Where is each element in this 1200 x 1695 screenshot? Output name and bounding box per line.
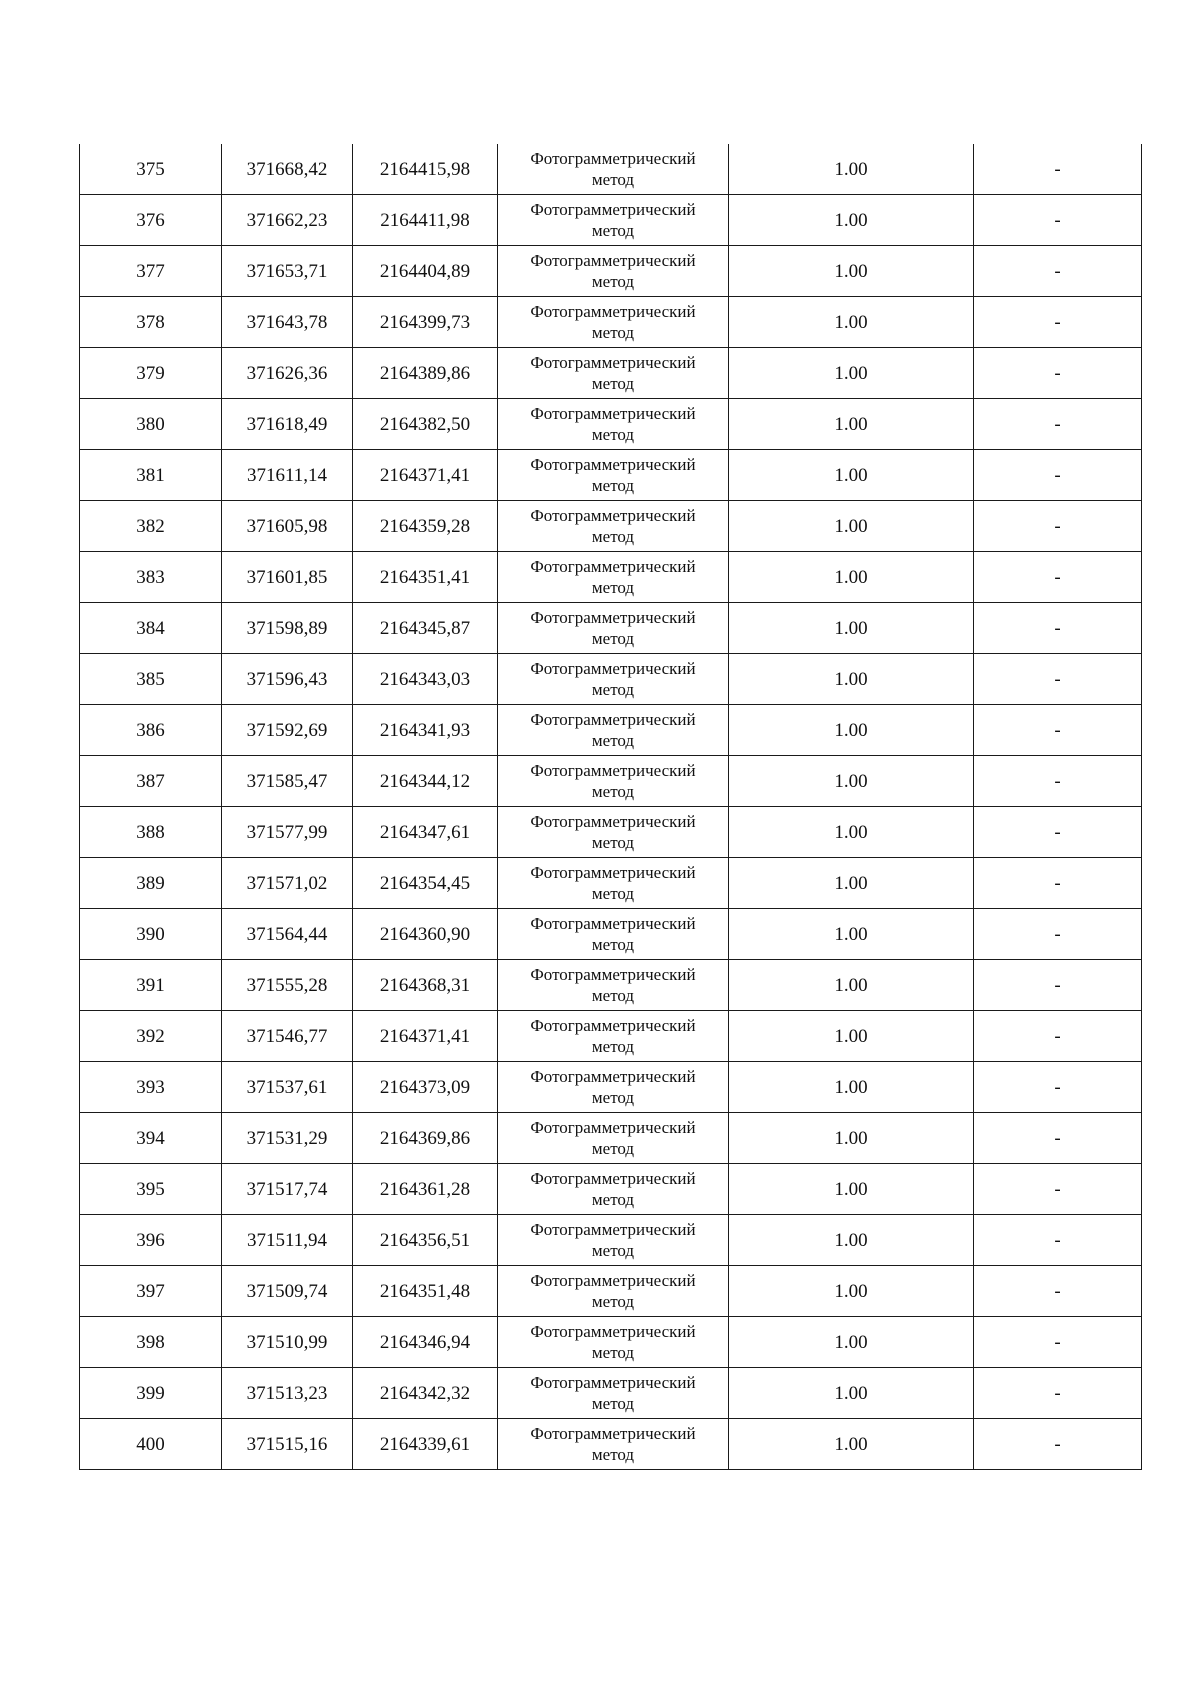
table-row xyxy=(80,1368,1142,1419)
note-cell: - xyxy=(974,1368,1142,1419)
method-cell xyxy=(498,501,729,552)
point-number-cell: 397 xyxy=(80,1266,222,1317)
table-row xyxy=(80,756,1142,807)
method-line-1: Фотограмметрический xyxy=(530,812,696,831)
point-number-cell: 390 xyxy=(80,909,222,960)
method-line-2: метод xyxy=(591,1394,635,1413)
y-coordinate-cell: 2164373,09 xyxy=(353,1062,498,1113)
point-number-cell: 385 xyxy=(80,654,222,705)
table-row xyxy=(80,552,1142,603)
method-line-1: Фотограмметрический xyxy=(530,1322,696,1341)
note-cell: - xyxy=(974,246,1142,297)
x-coordinate-cell: 371592,69 xyxy=(222,705,353,756)
table-row xyxy=(80,297,1142,348)
note-cell: - xyxy=(974,501,1142,552)
method-line-1: Фотограмметрический xyxy=(530,1271,696,1290)
y-coordinate-cell: 2164347,61 xyxy=(353,807,498,858)
point-number-cell: 380 xyxy=(80,399,222,450)
point-number-cell: 375 xyxy=(80,144,222,195)
x-coordinate-cell: 371596,43 xyxy=(222,654,353,705)
accuracy-cell: 1.00 xyxy=(729,603,974,654)
x-coordinate-cell: 371653,71 xyxy=(222,246,353,297)
table-row xyxy=(80,1011,1142,1062)
method-cell xyxy=(498,1266,729,1317)
note-cell: - xyxy=(974,858,1142,909)
x-coordinate-cell: 371668,42 xyxy=(222,144,353,195)
method-line-1: Фотограмметрический xyxy=(530,1169,696,1188)
method-cell xyxy=(498,450,729,501)
method-cell xyxy=(498,348,729,399)
method-line-2: метод xyxy=(591,1241,635,1260)
point-number-cell: 393 xyxy=(80,1062,222,1113)
note-cell: - xyxy=(974,1266,1142,1317)
y-coordinate-cell: 2164389,86 xyxy=(353,348,498,399)
note-cell: - xyxy=(974,1113,1142,1164)
note-cell: - xyxy=(974,195,1142,246)
method-cell xyxy=(498,960,729,1011)
method-cell xyxy=(498,1317,729,1368)
point-number-cell: 376 xyxy=(80,195,222,246)
table-row xyxy=(80,1419,1142,1470)
y-coordinate-cell: 2164342,32 xyxy=(353,1368,498,1419)
method-cell xyxy=(498,552,729,603)
point-number-cell: 384 xyxy=(80,603,222,654)
coordinates-table xyxy=(79,144,1142,1470)
accuracy-cell: 1.00 xyxy=(729,195,974,246)
x-coordinate-cell: 371626,36 xyxy=(222,348,353,399)
point-number-cell: 387 xyxy=(80,756,222,807)
y-coordinate-cell: 2164346,94 xyxy=(353,1317,498,1368)
accuracy-cell: 1.00 xyxy=(729,1419,974,1470)
x-coordinate-cell: 371513,23 xyxy=(222,1368,353,1419)
note-cell: - xyxy=(974,909,1142,960)
method-cell xyxy=(498,858,729,909)
x-coordinate-cell: 371611,14 xyxy=(222,450,353,501)
method-line-2: метод xyxy=(591,221,635,240)
method-line-2: метод xyxy=(591,680,635,699)
method-cell xyxy=(498,603,729,654)
method-line-1: Фотограмметрический xyxy=(530,965,696,984)
table-row xyxy=(80,909,1142,960)
method-cell xyxy=(498,909,729,960)
y-coordinate-cell: 2164369,86 xyxy=(353,1113,498,1164)
method-line-2: метод xyxy=(591,425,635,444)
accuracy-cell: 1.00 xyxy=(729,1368,974,1419)
method-line-1: Фотограмметрический xyxy=(530,1016,696,1035)
method-line-2: метод xyxy=(591,731,635,750)
method-line-2: метод xyxy=(591,323,635,342)
y-coordinate-cell: 2164351,48 xyxy=(353,1266,498,1317)
method-cell xyxy=(498,399,729,450)
note-cell: - xyxy=(974,960,1142,1011)
y-coordinate-cell: 2164345,87 xyxy=(353,603,498,654)
table-row xyxy=(80,246,1142,297)
accuracy-cell: 1.00 xyxy=(729,399,974,450)
method-cell xyxy=(498,195,729,246)
x-coordinate-cell: 371564,44 xyxy=(222,909,353,960)
x-coordinate-cell: 371546,77 xyxy=(222,1011,353,1062)
method-line-2: метод xyxy=(591,782,635,801)
table-row xyxy=(80,144,1142,195)
table-row xyxy=(80,501,1142,552)
method-line-1: Фотограмметрический xyxy=(530,863,696,882)
point-number-cell: 379 xyxy=(80,348,222,399)
method-cell xyxy=(498,1062,729,1113)
x-coordinate-cell: 371531,29 xyxy=(222,1113,353,1164)
y-coordinate-cell: 2164344,12 xyxy=(353,756,498,807)
x-coordinate-cell: 371643,78 xyxy=(222,297,353,348)
y-coordinate-cell: 2164341,93 xyxy=(353,705,498,756)
point-number-cell: 377 xyxy=(80,246,222,297)
accuracy-cell: 1.00 xyxy=(729,654,974,705)
table-row xyxy=(80,1113,1142,1164)
point-number-cell: 395 xyxy=(80,1164,222,1215)
method-cell xyxy=(498,1164,729,1215)
method-line-1: Фотограмметрический xyxy=(530,710,696,729)
method-cell xyxy=(498,1011,729,1062)
note-cell: - xyxy=(974,654,1142,705)
method-line-2: метод xyxy=(591,1343,635,1362)
method-line-2: метод xyxy=(591,935,635,954)
table-row xyxy=(80,450,1142,501)
accuracy-cell: 1.00 xyxy=(729,1215,974,1266)
accuracy-cell: 1.00 xyxy=(729,1317,974,1368)
accuracy-cell: 1.00 xyxy=(729,1011,974,1062)
accuracy-cell: 1.00 xyxy=(729,909,974,960)
table-row xyxy=(80,195,1142,246)
point-number-cell: 383 xyxy=(80,552,222,603)
y-coordinate-cell: 2164371,41 xyxy=(353,450,498,501)
method-cell xyxy=(498,246,729,297)
note-cell: - xyxy=(974,450,1142,501)
note-cell: - xyxy=(974,1215,1142,1266)
method-line-2: метод xyxy=(591,629,635,648)
method-line-1: Фотограмметрический xyxy=(530,302,696,321)
method-line-1: Фотограмметрический xyxy=(530,506,696,525)
x-coordinate-cell: 371662,23 xyxy=(222,195,353,246)
method-line-1: Фотограмметрический xyxy=(530,1373,696,1392)
table-row xyxy=(80,348,1142,399)
accuracy-cell: 1.00 xyxy=(729,960,974,1011)
point-number-cell: 391 xyxy=(80,960,222,1011)
accuracy-cell: 1.00 xyxy=(729,552,974,603)
x-coordinate-cell: 371618,49 xyxy=(222,399,353,450)
point-number-cell: 381 xyxy=(80,450,222,501)
table-row xyxy=(80,705,1142,756)
table-row xyxy=(80,603,1142,654)
y-coordinate-cell: 2164411,98 xyxy=(353,195,498,246)
y-coordinate-cell: 2164399,73 xyxy=(353,297,498,348)
accuracy-cell: 1.00 xyxy=(729,1062,974,1113)
x-coordinate-cell: 371605,98 xyxy=(222,501,353,552)
x-coordinate-cell: 371511,94 xyxy=(222,1215,353,1266)
method-cell xyxy=(498,1368,729,1419)
point-number-cell: 392 xyxy=(80,1011,222,1062)
y-coordinate-cell: 2164361,28 xyxy=(353,1164,498,1215)
note-cell: - xyxy=(974,603,1142,654)
point-number-cell: 398 xyxy=(80,1317,222,1368)
point-number-cell: 382 xyxy=(80,501,222,552)
note-cell: - xyxy=(974,1164,1142,1215)
x-coordinate-cell: 371598,89 xyxy=(222,603,353,654)
method-cell xyxy=(498,1113,729,1164)
method-line-1: Фотограмметрический xyxy=(530,557,696,576)
y-coordinate-cell: 2164404,89 xyxy=(353,246,498,297)
y-coordinate-cell: 2164371,41 xyxy=(353,1011,498,1062)
y-coordinate-cell: 2164356,51 xyxy=(353,1215,498,1266)
y-coordinate-cell: 2164382,50 xyxy=(353,399,498,450)
accuracy-cell: 1.00 xyxy=(729,1113,974,1164)
method-line-1: Фотограмметрический xyxy=(530,353,696,372)
note-cell: - xyxy=(974,756,1142,807)
x-coordinate-cell: 371517,74 xyxy=(222,1164,353,1215)
table-row xyxy=(80,399,1142,450)
table-row xyxy=(80,1266,1142,1317)
y-coordinate-cell: 2164360,90 xyxy=(353,909,498,960)
y-coordinate-cell: 2164343,03 xyxy=(353,654,498,705)
y-coordinate-cell: 2164351,41 xyxy=(353,552,498,603)
point-number-cell: 378 xyxy=(80,297,222,348)
method-cell xyxy=(498,1419,729,1470)
point-number-cell: 394 xyxy=(80,1113,222,1164)
method-line-1: Фотограмметрический xyxy=(530,404,696,423)
method-line-1: Фотограмметрический xyxy=(530,1424,696,1443)
method-line-2: метод xyxy=(591,1139,635,1158)
point-number-cell: 388 xyxy=(80,807,222,858)
method-cell xyxy=(498,297,729,348)
method-line-1: Фотограмметрический xyxy=(530,251,696,270)
point-number-cell: 400 xyxy=(80,1419,222,1470)
method-line-2: метод xyxy=(591,170,635,189)
method-cell xyxy=(498,705,729,756)
method-cell xyxy=(498,756,729,807)
method-line-2: метод xyxy=(591,272,635,291)
method-line-2: метод xyxy=(591,1292,635,1311)
accuracy-cell: 1.00 xyxy=(729,348,974,399)
table-row xyxy=(80,807,1142,858)
x-coordinate-cell: 371571,02 xyxy=(222,858,353,909)
note-cell: - xyxy=(974,1011,1142,1062)
note-cell: - xyxy=(974,705,1142,756)
accuracy-cell: 1.00 xyxy=(729,705,974,756)
table-row xyxy=(80,1215,1142,1266)
note-cell: - xyxy=(974,399,1142,450)
table-row xyxy=(80,960,1142,1011)
method-line-2: метод xyxy=(591,884,635,903)
method-line-2: метод xyxy=(591,374,635,393)
y-coordinate-cell: 2164415,98 xyxy=(353,144,498,195)
accuracy-cell: 1.00 xyxy=(729,858,974,909)
y-coordinate-cell: 2164339,61 xyxy=(353,1419,498,1470)
x-coordinate-cell: 371555,28 xyxy=(222,960,353,1011)
method-line-2: метод xyxy=(591,1037,635,1056)
method-line-1: Фотограмметрический xyxy=(530,1118,696,1137)
x-coordinate-cell: 371577,99 xyxy=(222,807,353,858)
accuracy-cell: 1.00 xyxy=(729,807,974,858)
note-cell: - xyxy=(974,807,1142,858)
method-line-1: Фотограмметрический xyxy=(530,1220,696,1239)
method-line-1: Фотограмметрический xyxy=(530,200,696,219)
note-cell: - xyxy=(974,1062,1142,1113)
accuracy-cell: 1.00 xyxy=(729,450,974,501)
table-row xyxy=(80,1062,1142,1113)
table-row xyxy=(80,858,1142,909)
table-row xyxy=(80,1317,1142,1368)
method-line-2: метод xyxy=(591,476,635,495)
accuracy-cell: 1.00 xyxy=(729,756,974,807)
method-line-1: Фотограмметрический xyxy=(530,455,696,474)
method-line-2: метод xyxy=(591,1445,635,1464)
method-line-2: метод xyxy=(591,578,635,597)
point-number-cell: 389 xyxy=(80,858,222,909)
method-line-2: метод xyxy=(591,1088,635,1107)
accuracy-cell: 1.00 xyxy=(729,297,974,348)
y-coordinate-cell: 2164368,31 xyxy=(353,960,498,1011)
method-line-1: Фотограмметрический xyxy=(530,1067,696,1086)
point-number-cell: 386 xyxy=(80,705,222,756)
method-line-1: Фотограмметрический xyxy=(530,608,696,627)
accuracy-cell: 1.00 xyxy=(729,1266,974,1317)
x-coordinate-cell: 371585,47 xyxy=(222,756,353,807)
note-cell: - xyxy=(974,297,1142,348)
y-coordinate-cell: 2164354,45 xyxy=(353,858,498,909)
method-cell xyxy=(498,807,729,858)
method-line-1: Фотограмметрический xyxy=(530,659,696,678)
method-line-2: метод xyxy=(591,986,635,1005)
point-number-cell: 399 xyxy=(80,1368,222,1419)
y-coordinate-cell: 2164359,28 xyxy=(353,501,498,552)
method-line-2: метод xyxy=(591,527,635,546)
method-line-1: Фотограмметрический xyxy=(530,149,696,168)
coordinates-table-body xyxy=(80,144,1142,1470)
method-cell xyxy=(498,1215,729,1266)
point-number-cell: 396 xyxy=(80,1215,222,1266)
method-cell xyxy=(498,654,729,705)
accuracy-cell: 1.00 xyxy=(729,144,974,195)
table-row xyxy=(80,654,1142,705)
x-coordinate-cell: 371601,85 xyxy=(222,552,353,603)
table-row xyxy=(80,1164,1142,1215)
note-cell: - xyxy=(974,1419,1142,1470)
note-cell: - xyxy=(974,1317,1142,1368)
method-line-2: метод xyxy=(591,1190,635,1209)
note-cell: - xyxy=(974,552,1142,603)
method-line-1: Фотограмметрический xyxy=(530,761,696,780)
accuracy-cell: 1.00 xyxy=(729,1164,974,1215)
accuracy-cell: 1.00 xyxy=(729,501,974,552)
method-line-1: Фотограмметрический xyxy=(530,914,696,933)
x-coordinate-cell: 371515,16 xyxy=(222,1419,353,1470)
x-coordinate-cell: 371509,74 xyxy=(222,1266,353,1317)
note-cell: - xyxy=(974,348,1142,399)
accuracy-cell: 1.00 xyxy=(729,246,974,297)
note-cell: - xyxy=(974,144,1142,195)
x-coordinate-cell: 371537,61 xyxy=(222,1062,353,1113)
method-line-2: метод xyxy=(591,833,635,852)
method-cell xyxy=(498,144,729,195)
x-coordinate-cell: 371510,99 xyxy=(222,1317,353,1368)
